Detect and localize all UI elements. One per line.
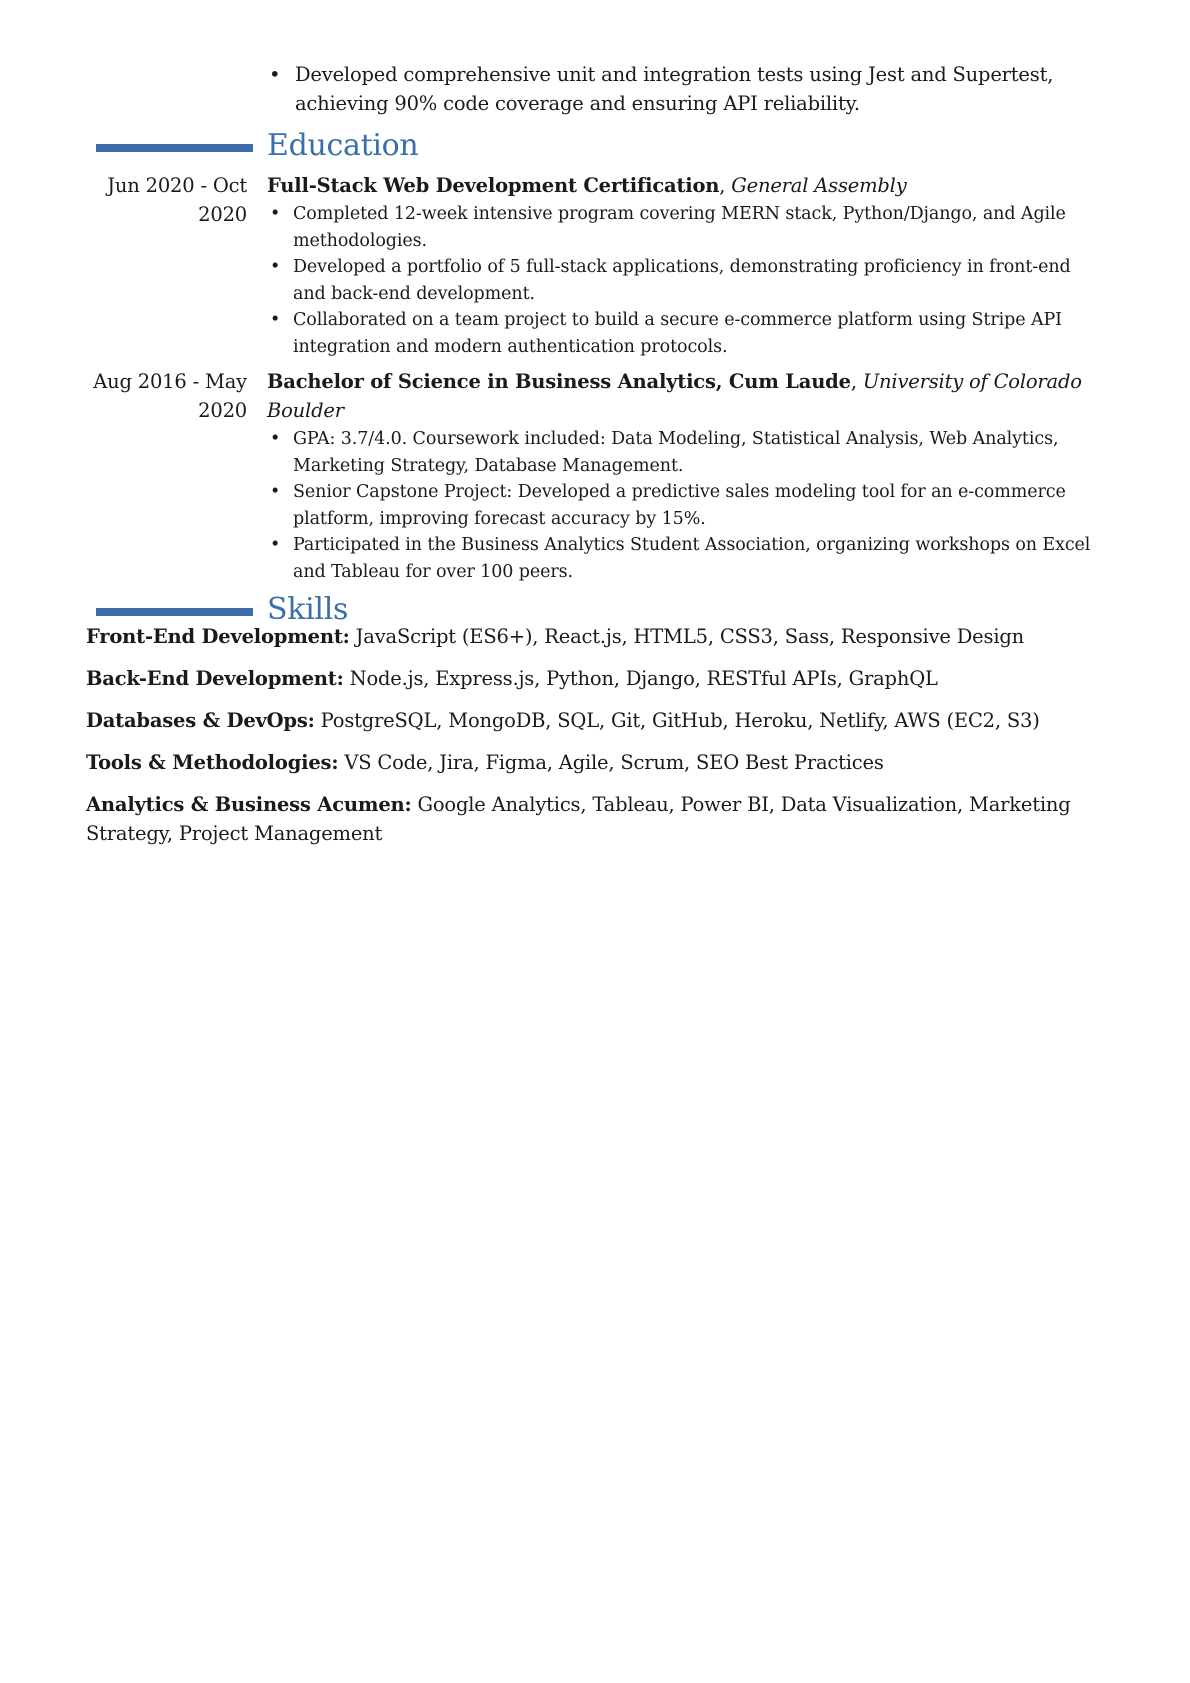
skill-items: Google Analytics, Tableau, Power BI, Data Visualization, Marketing Strategy, Project Management xyxy=(86,793,1071,845)
entry-body xyxy=(267,171,1097,360)
skills-title: Skills xyxy=(267,592,349,627)
skill-category: Analytics & Business Acumen: xyxy=(86,793,412,816)
separator: , xyxy=(719,174,732,197)
section-rule xyxy=(96,144,253,152)
previous-section-bullets xyxy=(269,60,1069,118)
entry-date: Aug 2016 - May 2020 xyxy=(93,370,247,422)
skill-row xyxy=(86,622,1111,651)
institution-name: General Assembly xyxy=(731,174,907,197)
skill-items: VS Code, Jira, Figma, Agile, Scrum, SEO Best Practices xyxy=(344,751,884,774)
skill-items: JavaScript (ES6+), React.js, HTML5, CSS3, Sass, Responsive Design xyxy=(355,625,1024,648)
list-item: • Developed a portfolio of 5 full-stack applications, demonstrating proficiency in front-end and back-end development. xyxy=(267,254,1097,307)
skill-category: Back-End Development: xyxy=(86,667,344,690)
education-title: Education xyxy=(267,128,419,163)
list-item: • Completed 12-week intensive program covering MERN stack, Python/Django, and Agile methodologies. xyxy=(267,201,1097,254)
list-item: • Developed comprehensive unit and integration tests using Jest and Supertest, achieving 90% code coverage and ensuring API reliability. xyxy=(269,60,1069,118)
list-item: • Participated in the Business Analytics Student Association, organizing workshops on Excel and Tableau for over 100 peers. xyxy=(267,532,1097,585)
list-item: • Collaborated on a team project to build a secure e-commerce platform using Stripe API integration and modern authentication protocols. xyxy=(267,307,1097,360)
entry-heading xyxy=(267,171,1097,200)
separator: , xyxy=(850,370,863,393)
entry-bullets xyxy=(267,201,1097,360)
degree-title: Full-Stack Web Development Certification xyxy=(267,174,720,197)
skill-items: PostgreSQL, MongoDB, SQL, Git, GitHub, Heroku, Netlify, AWS (EC2, S3) xyxy=(320,709,1040,732)
education-section-heading xyxy=(96,128,1096,164)
entry-date: Jun 2020 - Oct 2020 xyxy=(107,174,247,226)
skill-category: Front-End Development: xyxy=(86,625,350,648)
institution-name: University of Colorado Boulder xyxy=(267,370,1082,422)
entry-heading xyxy=(267,367,1097,425)
list-item: • GPA: 3.7/4.0. Coursework included: Data Modeling, Statistical Analysis, Web Analytics, Marketing Strategy, Database Management. xyxy=(267,426,1097,479)
list-item: • Senior Capstone Project: Developed a predictive sales modeling tool for an e-commerce platform, improving forecast accuracy by 15%. xyxy=(267,479,1097,532)
entry-bullets xyxy=(267,426,1097,585)
skill-row xyxy=(86,790,1111,848)
skill-row xyxy=(86,748,1111,777)
skill-items: Node.js, Express.js, Python, Django, RESTful APIs, GraphQL xyxy=(349,667,938,690)
entry-body xyxy=(267,367,1097,585)
skill-row xyxy=(86,664,1111,693)
degree-title: Bachelor of Science in Business Analytics, Cum Laude xyxy=(267,370,851,393)
skills-list xyxy=(86,622,1111,861)
skill-category: Databases & DevOps: xyxy=(86,709,315,732)
skill-row xyxy=(86,706,1111,735)
skill-category: Tools & Methodologies: xyxy=(86,751,339,774)
section-rule xyxy=(96,608,253,616)
